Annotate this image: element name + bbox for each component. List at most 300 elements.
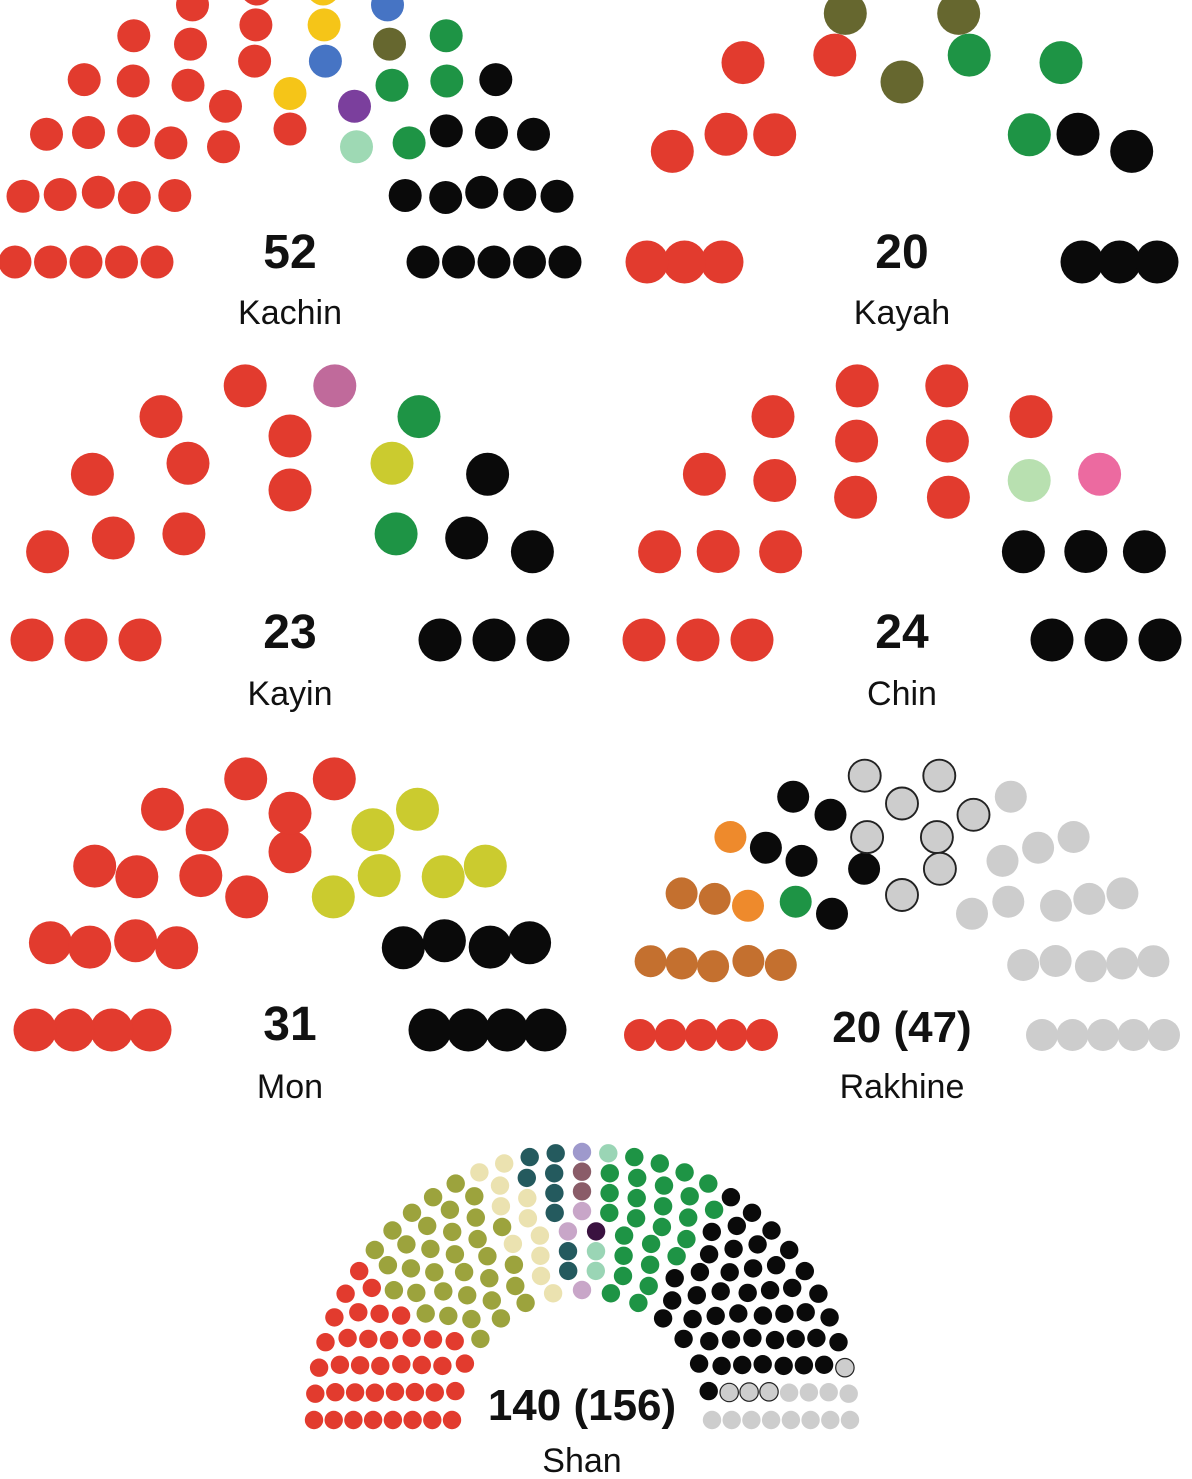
seat-red bbox=[119, 619, 162, 662]
seat-red bbox=[371, 1357, 389, 1375]
seat-olive_green bbox=[493, 1218, 511, 1236]
seat-black bbox=[700, 1245, 718, 1263]
seat-black bbox=[762, 1221, 780, 1239]
seat-grey bbox=[780, 1384, 798, 1402]
seat-red bbox=[118, 181, 151, 214]
seat-green bbox=[601, 1164, 619, 1182]
seat-olive_green bbox=[417, 1304, 435, 1322]
seat-cream bbox=[518, 1189, 536, 1207]
seat-red bbox=[34, 246, 67, 279]
seat-green bbox=[780, 886, 812, 918]
parliament-kayin bbox=[11, 364, 570, 713]
seat-black bbox=[724, 1240, 742, 1258]
seat-grey bbox=[1087, 1019, 1119, 1051]
seat-red bbox=[651, 130, 694, 173]
seat-red bbox=[835, 420, 878, 463]
seat-red bbox=[697, 530, 740, 573]
seat-lilac bbox=[573, 1202, 591, 1220]
seat-red bbox=[326, 1383, 344, 1401]
seat-teal bbox=[518, 1169, 536, 1187]
seat-grey bbox=[956, 898, 988, 930]
seat-olive_green bbox=[465, 1187, 483, 1205]
seat-olive_green bbox=[471, 1330, 489, 1348]
seat-black bbox=[1031, 619, 1074, 662]
seat-red bbox=[225, 875, 268, 918]
seat-brown bbox=[697, 950, 729, 982]
seat-seafoam bbox=[599, 1144, 617, 1162]
seat-olive_green bbox=[483, 1291, 501, 1309]
seat-red bbox=[0, 246, 32, 279]
seat-red bbox=[677, 619, 720, 662]
seat-chartreuse bbox=[351, 808, 394, 851]
seat-red bbox=[141, 788, 184, 831]
seat-red bbox=[305, 1411, 323, 1429]
seat-red bbox=[426, 1383, 444, 1401]
seat-black bbox=[707, 1307, 725, 1325]
seat-red bbox=[406, 1383, 424, 1401]
seat-green bbox=[640, 1277, 658, 1295]
seat-red bbox=[1010, 395, 1053, 438]
seat-green bbox=[600, 1184, 618, 1202]
seat-green bbox=[614, 1267, 632, 1285]
seat-red bbox=[638, 530, 681, 573]
seat-olive_green bbox=[418, 1217, 436, 1235]
seat-olive_green bbox=[446, 1245, 464, 1263]
seat-red bbox=[624, 1019, 656, 1051]
seat-red bbox=[443, 1411, 461, 1429]
seat-plum bbox=[573, 1163, 591, 1181]
seat-cream bbox=[495, 1154, 513, 1172]
seat-black bbox=[663, 1291, 681, 1309]
seat-black bbox=[503, 178, 536, 211]
parliament-mon bbox=[14, 757, 567, 1106]
seat-grey bbox=[1075, 950, 1107, 982]
seat-chartreuse bbox=[312, 875, 355, 918]
seat-grey-outlined bbox=[851, 821, 883, 853]
seat-red bbox=[380, 1331, 398, 1349]
seat-grey bbox=[782, 1411, 800, 1429]
region-label-kayah: Kayah bbox=[853, 294, 951, 332]
seat-chartreuse bbox=[422, 855, 465, 898]
seat-black bbox=[382, 926, 425, 969]
seat-black bbox=[722, 1188, 740, 1206]
seat-red bbox=[117, 65, 150, 98]
seat-black bbox=[743, 1329, 761, 1347]
seat-olive_green bbox=[506, 1277, 524, 1295]
seat-red bbox=[701, 241, 744, 284]
seat-teal bbox=[547, 1144, 565, 1162]
seat-red bbox=[117, 19, 150, 52]
seat-red bbox=[29, 921, 72, 964]
seat-green bbox=[667, 1247, 685, 1265]
seat-red bbox=[269, 415, 312, 458]
seat-black bbox=[466, 453, 509, 496]
seat-grey-outlined bbox=[924, 853, 956, 885]
seat-orange bbox=[732, 890, 764, 922]
seat-black bbox=[754, 1355, 772, 1373]
seat-olive_green bbox=[379, 1256, 397, 1274]
seat-green bbox=[1008, 113, 1051, 156]
seat-olive_green bbox=[383, 1221, 401, 1239]
seat-total-mon: 31 bbox=[263, 998, 317, 1051]
seat-grey bbox=[742, 1411, 760, 1429]
seat-brown bbox=[699, 883, 731, 915]
seat-brown bbox=[666, 877, 698, 909]
seat-red bbox=[753, 113, 796, 156]
seat-red bbox=[65, 619, 108, 662]
seat-red bbox=[925, 364, 968, 407]
seat-olive_green bbox=[455, 1263, 473, 1281]
seat-red bbox=[162, 512, 205, 555]
seat-black bbox=[783, 1279, 801, 1297]
seat-olive_green bbox=[492, 1309, 510, 1327]
seat-olive_green bbox=[421, 1240, 439, 1258]
seat-brown bbox=[732, 945, 764, 977]
seat-cream bbox=[491, 1176, 509, 1194]
parliament-kachin bbox=[0, 0, 582, 332]
seat-red bbox=[423, 1411, 441, 1429]
seat-red bbox=[167, 442, 210, 485]
seat-black bbox=[766, 1331, 784, 1349]
seat-black bbox=[442, 246, 475, 279]
seat-black bbox=[820, 1308, 838, 1326]
seat-grey bbox=[1106, 948, 1138, 980]
seat-black bbox=[787, 1330, 805, 1348]
seat-black bbox=[465, 176, 498, 209]
seat-black bbox=[722, 1330, 740, 1348]
seat-black bbox=[739, 1284, 757, 1302]
seat-grey bbox=[1148, 1019, 1180, 1051]
seat-green bbox=[655, 1176, 673, 1194]
parliament-chin bbox=[623, 364, 1182, 713]
seat-red bbox=[68, 63, 101, 96]
seat-black bbox=[445, 517, 488, 560]
seat-grey bbox=[1106, 877, 1138, 909]
seat-black bbox=[541, 180, 574, 213]
seat-red bbox=[683, 453, 726, 496]
seat-grey-outlined bbox=[921, 821, 953, 853]
seat-red bbox=[363, 1279, 381, 1297]
seat-green bbox=[615, 1226, 633, 1244]
seat-red bbox=[44, 178, 77, 211]
seat-red bbox=[269, 830, 312, 873]
seat-olive bbox=[373, 28, 406, 61]
seat-red bbox=[716, 1019, 748, 1051]
seat-red bbox=[269, 792, 312, 835]
seat-cream bbox=[504, 1235, 522, 1253]
seat-teal bbox=[521, 1148, 539, 1166]
seat-red bbox=[68, 926, 111, 969]
seat-total-kayah: 20 bbox=[875, 226, 929, 279]
seat-red bbox=[73, 845, 116, 888]
seat-lilac bbox=[573, 1281, 591, 1299]
seat-red bbox=[172, 69, 205, 102]
seat-red bbox=[129, 1009, 172, 1052]
seat-red bbox=[752, 395, 795, 438]
seat-green bbox=[627, 1209, 645, 1227]
seat-grey bbox=[1073, 883, 1105, 915]
seat-grey bbox=[1057, 1019, 1089, 1051]
seat-olive_green bbox=[403, 1204, 421, 1222]
seat-olive_green bbox=[434, 1282, 452, 1300]
seat-total-chin: 24 bbox=[875, 606, 929, 659]
seat-red bbox=[115, 855, 158, 898]
seat-green bbox=[625, 1148, 643, 1166]
seat-green bbox=[393, 126, 426, 159]
seat-black bbox=[654, 1309, 672, 1327]
seat-green bbox=[602, 1284, 620, 1302]
seat-red bbox=[92, 517, 135, 560]
seat-red bbox=[424, 1330, 442, 1348]
seat-black bbox=[508, 921, 551, 964]
seat-cream bbox=[544, 1284, 562, 1302]
seat-black bbox=[419, 619, 462, 662]
seat-red bbox=[186, 808, 229, 851]
seat-red bbox=[386, 1383, 404, 1401]
seat-red bbox=[306, 1385, 324, 1403]
seat-red bbox=[82, 176, 115, 209]
seat-red bbox=[731, 619, 774, 662]
seat-red bbox=[402, 1329, 420, 1347]
seat-red bbox=[207, 130, 240, 163]
seat-red bbox=[316, 1333, 334, 1351]
seat-total-kachin: 52 bbox=[263, 226, 317, 279]
seat-olive_green bbox=[385, 1281, 403, 1299]
seat-olive bbox=[881, 61, 924, 104]
seat-green bbox=[948, 34, 991, 77]
seat-grey bbox=[820, 1383, 838, 1401]
seat-black bbox=[473, 619, 516, 662]
seat-olive_green bbox=[468, 1230, 486, 1248]
seat-red bbox=[310, 1359, 328, 1377]
seat-black bbox=[1136, 241, 1179, 284]
seat-black bbox=[1098, 241, 1141, 284]
seat-black bbox=[1064, 530, 1107, 573]
seat-olive_green bbox=[443, 1223, 461, 1241]
seat-pale_green bbox=[1008, 459, 1051, 502]
seat-black bbox=[712, 1282, 730, 1300]
seat-brown bbox=[635, 945, 667, 977]
seat-red bbox=[663, 241, 706, 284]
seat-olive_green bbox=[505, 1256, 523, 1274]
seat-black bbox=[1061, 241, 1104, 284]
seat-black bbox=[485, 1009, 528, 1052]
seat-red bbox=[72, 116, 105, 149]
seat-grey bbox=[703, 1411, 721, 1429]
seat-red bbox=[344, 1411, 362, 1429]
seat-red bbox=[313, 757, 356, 800]
seat-red bbox=[446, 1382, 464, 1400]
seat-red bbox=[364, 1411, 382, 1429]
seat-green bbox=[653, 1218, 671, 1236]
seat-black bbox=[796, 1262, 814, 1280]
seat-orange bbox=[714, 821, 746, 853]
seat-black bbox=[511, 530, 554, 573]
seat-mint bbox=[340, 130, 373, 163]
seat-green bbox=[375, 512, 418, 555]
seat-cream bbox=[531, 1226, 549, 1244]
seat-green bbox=[628, 1169, 646, 1187]
seat-black bbox=[744, 1259, 762, 1277]
seat-red bbox=[346, 1383, 364, 1401]
seat-black bbox=[761, 1281, 779, 1299]
seat-red bbox=[351, 1356, 369, 1374]
seat-blue bbox=[309, 45, 342, 78]
seat-red bbox=[403, 1411, 421, 1429]
seat-olive_green bbox=[480, 1269, 498, 1287]
seat-red bbox=[224, 364, 267, 407]
seat-green bbox=[600, 1204, 618, 1222]
seat-red bbox=[413, 1356, 431, 1374]
seat-green bbox=[1040, 41, 1083, 84]
seat-green bbox=[651, 1154, 669, 1172]
seat-black bbox=[700, 1382, 718, 1400]
seat-red bbox=[325, 1308, 343, 1326]
seat-black bbox=[409, 1009, 452, 1052]
seat-red bbox=[240, 0, 273, 6]
seat-green bbox=[677, 1230, 695, 1248]
seat-total-kayin: 23 bbox=[263, 606, 317, 659]
seat-black bbox=[733, 1356, 751, 1374]
seat-grey bbox=[1040, 890, 1072, 922]
seat-grey bbox=[801, 1411, 819, 1429]
seat-red bbox=[30, 118, 63, 151]
seat-grey bbox=[1007, 949, 1039, 981]
seat-grey-outlined bbox=[886, 788, 918, 820]
seat-red bbox=[722, 41, 765, 84]
seat-black bbox=[407, 246, 440, 279]
seat-seafoam bbox=[587, 1242, 605, 1260]
seat-chartreuse bbox=[396, 788, 439, 831]
seat-grey bbox=[840, 1385, 858, 1403]
seat-red bbox=[705, 113, 748, 156]
seat-olive_green bbox=[458, 1286, 476, 1304]
seat-green bbox=[699, 1174, 717, 1192]
seat-red bbox=[813, 34, 856, 77]
seat-red bbox=[176, 0, 209, 21]
seat-red bbox=[753, 459, 796, 502]
seat-grey bbox=[762, 1411, 780, 1429]
seat-pink bbox=[1078, 453, 1121, 496]
seat-yellow bbox=[307, 0, 340, 6]
seat-grey bbox=[841, 1411, 859, 1429]
seat-green bbox=[430, 65, 463, 98]
seat-red bbox=[433, 1357, 451, 1375]
seat-black bbox=[688, 1286, 706, 1304]
seat-red bbox=[685, 1019, 717, 1051]
seat-black bbox=[721, 1263, 739, 1281]
seat-red bbox=[746, 1019, 778, 1051]
seat-olive_green bbox=[462, 1310, 480, 1328]
seat-red bbox=[224, 757, 267, 800]
seat-black bbox=[750, 832, 782, 864]
parliament-rakhine bbox=[624, 760, 1180, 1106]
seat-olive_green bbox=[407, 1284, 425, 1302]
seat-grey bbox=[987, 845, 1019, 877]
region-label-kachin: Kachin bbox=[238, 294, 342, 332]
seat-red bbox=[392, 1306, 410, 1324]
seat-green bbox=[642, 1235, 660, 1253]
seat-red bbox=[179, 854, 222, 897]
seat-black bbox=[728, 1217, 746, 1235]
seat-grey bbox=[995, 781, 1027, 813]
seat-red bbox=[338, 1329, 356, 1347]
seat-green bbox=[430, 19, 463, 52]
seat-black bbox=[469, 926, 512, 969]
seat-lilac bbox=[559, 1222, 577, 1240]
seat-red bbox=[238, 45, 271, 78]
seat-lavender bbox=[573, 1143, 591, 1161]
seat-red bbox=[370, 1305, 388, 1323]
seat-black bbox=[700, 1332, 718, 1350]
seat-mauve bbox=[313, 364, 356, 407]
seat-black bbox=[478, 246, 511, 279]
seat-black bbox=[829, 1333, 847, 1351]
seat-black bbox=[1139, 619, 1182, 662]
seat-grey bbox=[992, 886, 1024, 918]
seat-brown bbox=[765, 949, 797, 981]
seat-red bbox=[350, 1262, 368, 1280]
seat-black bbox=[807, 1329, 825, 1347]
seat-grey bbox=[1118, 1019, 1150, 1051]
seat-black bbox=[666, 1269, 684, 1287]
seat-olive_green bbox=[424, 1188, 442, 1206]
seat-grey-outlined bbox=[886, 879, 918, 911]
seat-grey bbox=[800, 1383, 818, 1401]
seat-chartreuse bbox=[358, 854, 401, 897]
seat-red bbox=[392, 1355, 410, 1373]
seat-grey bbox=[1022, 832, 1054, 864]
seat-olive_green bbox=[447, 1174, 465, 1192]
seat-red bbox=[331, 1356, 349, 1374]
seat-red bbox=[759, 530, 802, 573]
seat-teal bbox=[546, 1204, 564, 1222]
seat-cream bbox=[492, 1197, 510, 1215]
seat-red bbox=[384, 1411, 402, 1429]
seat-grey bbox=[1040, 945, 1072, 977]
seat-red bbox=[834, 476, 877, 519]
seat-black bbox=[748, 1235, 766, 1253]
seat-black bbox=[816, 898, 848, 930]
seat-black bbox=[777, 781, 809, 813]
seat-black bbox=[1057, 113, 1100, 156]
seat-red bbox=[836, 364, 879, 407]
seat-black bbox=[754, 1306, 772, 1324]
seat-black bbox=[517, 118, 550, 151]
seat-grey-outlined bbox=[923, 760, 955, 792]
seat-black bbox=[429, 181, 462, 214]
seat-green bbox=[614, 1247, 632, 1265]
seat-red bbox=[71, 453, 114, 496]
seat-black bbox=[691, 1263, 709, 1281]
seat-black bbox=[815, 799, 847, 831]
seat-olive_green bbox=[467, 1208, 485, 1226]
seat-cream bbox=[470, 1163, 488, 1181]
seat-black bbox=[423, 919, 466, 962]
seat-black bbox=[780, 1241, 798, 1259]
seat-red bbox=[655, 1019, 687, 1051]
seat-black bbox=[767, 1256, 785, 1274]
seat-green bbox=[705, 1201, 723, 1219]
seat-black bbox=[1085, 619, 1128, 662]
seat-grey bbox=[821, 1411, 839, 1429]
seat-black bbox=[1123, 530, 1166, 573]
seat-red bbox=[155, 926, 198, 969]
seat-grey-outlined bbox=[958, 799, 990, 831]
seat-black bbox=[729, 1304, 747, 1322]
seat-red bbox=[446, 1332, 464, 1350]
seat-yellow bbox=[274, 77, 307, 110]
